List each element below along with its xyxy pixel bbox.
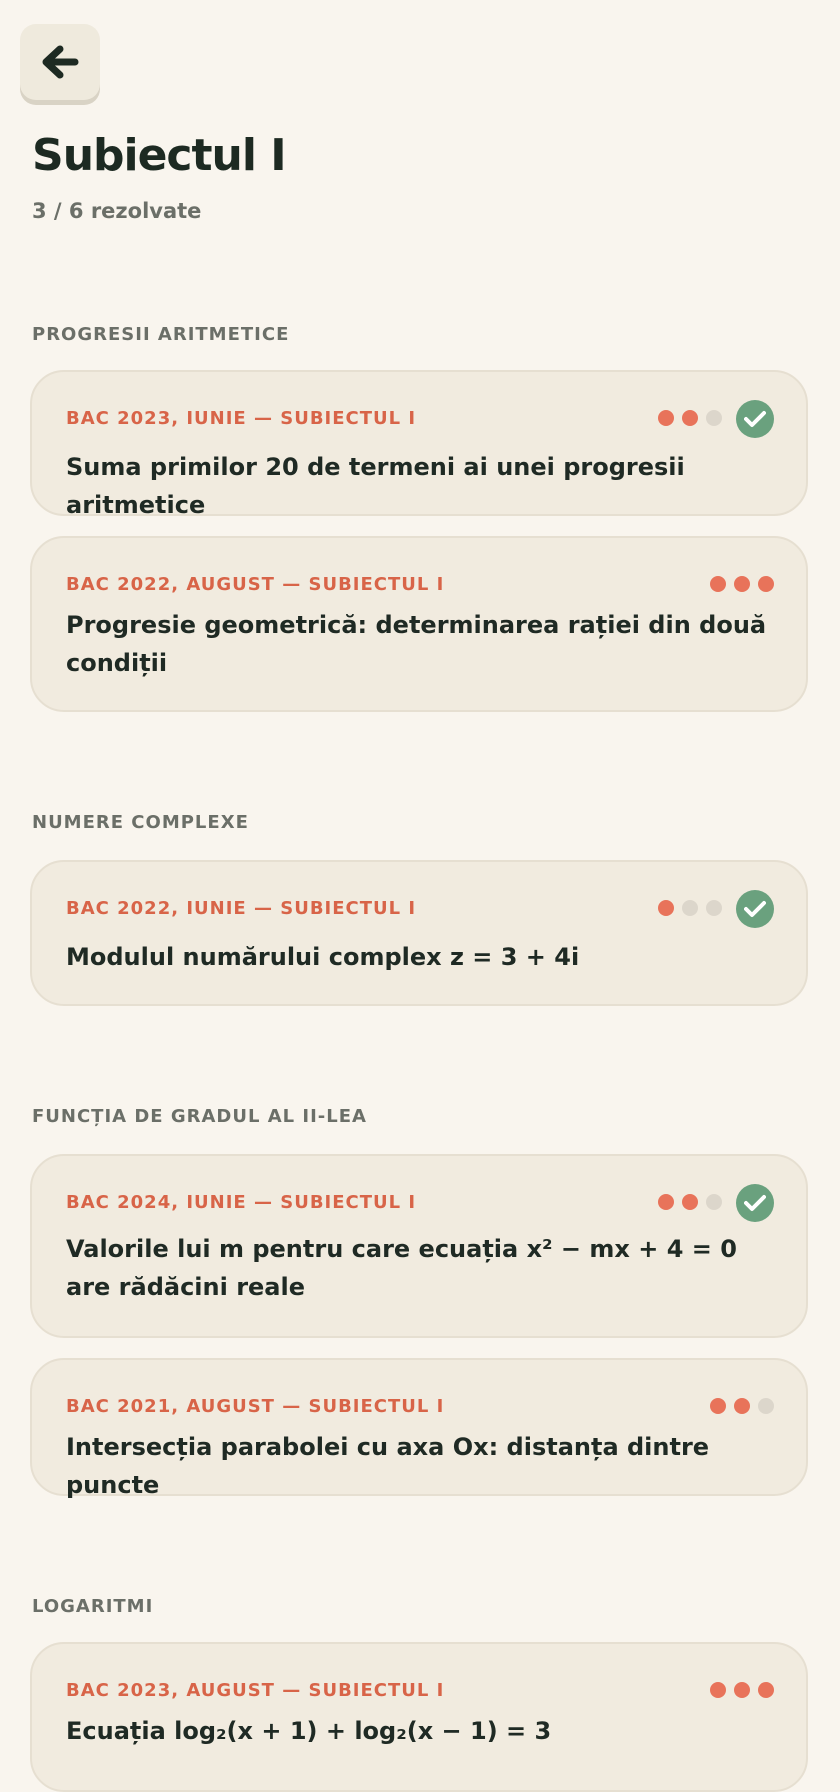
exercise-source: BAC 2022, IUNIE — SUBIECTUL I <box>66 898 417 919</box>
exercise-card[interactable] <box>30 536 808 712</box>
difficulty-dot <box>658 1194 674 1210</box>
difficulty-indicator <box>658 900 722 916</box>
page-title: Subiectul I <box>32 130 286 181</box>
difficulty-dot <box>706 1194 722 1210</box>
progress-counter: 3 / 6 rezolvate <box>32 199 202 223</box>
difficulty-dot <box>758 1682 774 1698</box>
exercise-source: BAC 2022, AUGUST — SUBIECTUL I <box>66 574 445 595</box>
section-title: NUMERE COMPLEXE <box>32 812 249 833</box>
exercise-source: BAC 2023, AUGUST — SUBIECTUL I <box>66 1680 445 1701</box>
difficulty-dot <box>710 1682 726 1698</box>
difficulty-dot <box>658 900 674 916</box>
difficulty-dot <box>682 1194 698 1210</box>
section-title: LOGARITMI <box>32 1596 154 1617</box>
difficulty-indicator <box>710 1682 774 1698</box>
difficulty-indicator <box>658 410 722 426</box>
difficulty-dot <box>658 410 674 426</box>
solved-check-icon <box>736 890 774 928</box>
difficulty-indicator <box>710 1398 774 1414</box>
exercise-card[interactable] <box>30 860 808 1006</box>
exercise-card[interactable] <box>30 370 808 519</box>
difficulty-dot <box>758 576 774 592</box>
exercise-card[interactable] <box>30 1154 808 1338</box>
exercise-source: BAC 2024, IUNIE — SUBIECTUL I <box>66 1192 417 1213</box>
exercise-card[interactable] <box>30 1358 808 1499</box>
section-title: FUNCȚIA DE GRADUL AL II-LEA <box>32 1106 367 1127</box>
difficulty-dot <box>710 576 726 592</box>
difficulty-dot <box>710 1398 726 1414</box>
exercise-source: BAC 2023, IUNIE — SUBIECTUL I <box>66 408 417 429</box>
solved-check-icon <box>736 1184 774 1222</box>
difficulty-dot <box>734 1682 750 1698</box>
difficulty-dot <box>682 900 698 916</box>
exercise-title: Intersecția parabolei cu axa Ox: distanța dintre puncte <box>66 1433 710 1499</box>
exercise-title: Modulul numărului complex z = 3 + 4i <box>66 943 580 971</box>
difficulty-indicator <box>658 1194 722 1210</box>
exercise-source: BAC 2021, AUGUST — SUBIECTUL I <box>66 1396 445 1417</box>
exercise-title: Ecuația log₂(x + 1) + log₂(x − 1) = 3 <box>66 1717 552 1745</box>
solved-check-icon <box>736 400 774 438</box>
difficulty-dot <box>734 1398 750 1414</box>
exercise-card[interactable] <box>30 1642 808 1792</box>
exercise-title: Progresie geometrică: determinarea rației din două condiții <box>66 611 767 677</box>
difficulty-dot <box>706 410 722 426</box>
arrow-left-icon <box>40 45 80 79</box>
section-title: PROGRESII ARITMETICE <box>32 324 290 345</box>
difficulty-dot <box>734 576 750 592</box>
exercise-title: Valorile lui m pentru care ecuația x² − mx + 4 = 0 are rădăcini reale <box>66 1235 737 1301</box>
difficulty-dot <box>682 410 698 426</box>
difficulty-indicator <box>710 576 774 592</box>
back-button[interactable] <box>20 24 100 100</box>
difficulty-dot <box>706 900 722 916</box>
exercise-title: Suma primilor 20 de termeni ai unei progresii aritmetice <box>66 453 685 519</box>
difficulty-dot <box>758 1398 774 1414</box>
